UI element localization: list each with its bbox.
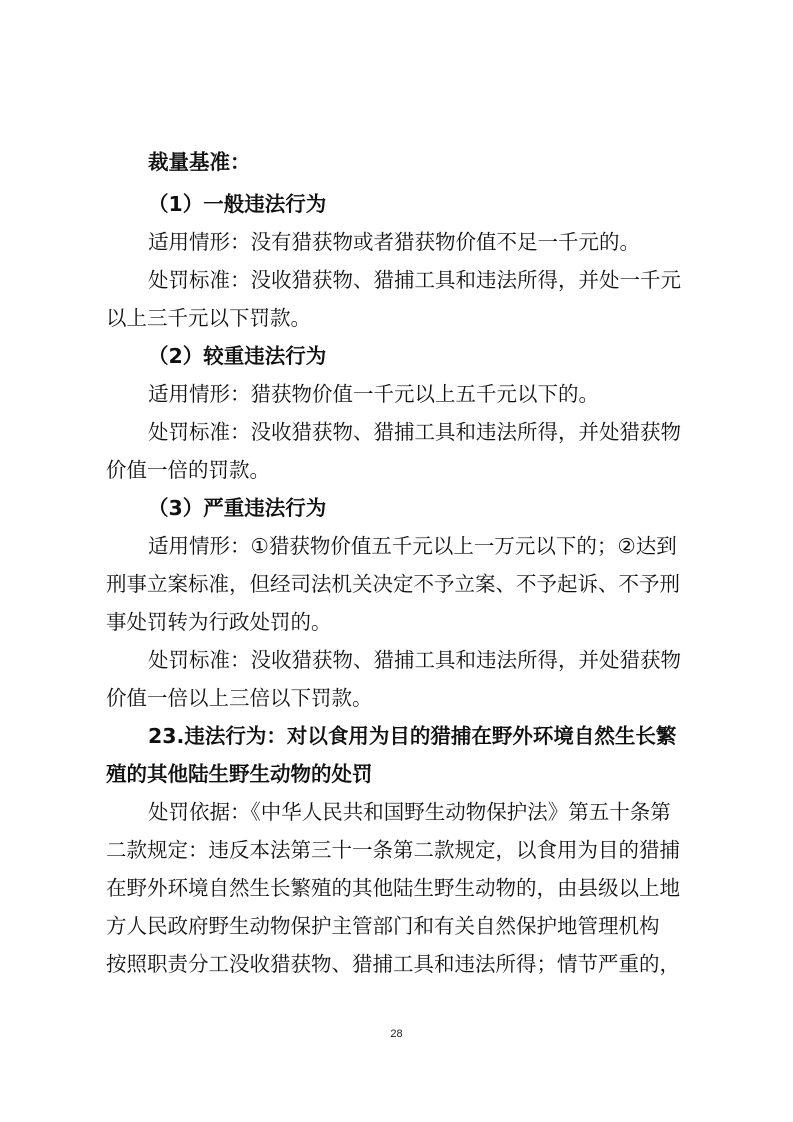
paragraph-line: 处罚标准：没收猎获物、猎捕工具和违法所得，并处一千元 bbox=[148, 268, 681, 292]
paragraph-line: 事处罚转为行政处罚的。 bbox=[106, 610, 332, 634]
paragraph-line: 以上三千元以下罚款。 bbox=[106, 306, 311, 330]
section-heading-23: 23.违法行为：对以食用为目的猎捕在野外环境自然生长繁 bbox=[148, 724, 677, 748]
paragraph-line: 价值一倍的罚款。 bbox=[106, 458, 270, 482]
heading-severe-violation: （3）严重违法行为 bbox=[148, 496, 327, 520]
page-number: 28 bbox=[390, 1028, 403, 1040]
paragraph-line: 适用情形：没有猎获物或者猎获物价值不足一千元的。 bbox=[148, 230, 640, 254]
paragraph-line: 方人民政府野生动物保护主管部门和有关自然保护地管理机构 bbox=[106, 914, 660, 938]
heading-general-violation: （1）一般违法行为 bbox=[148, 192, 327, 216]
paragraph-line: 适用情形：猎获物价值一千元以上五千元以下的。 bbox=[148, 382, 599, 406]
section-heading-23-continued: 殖的其他陆生野生动物的处罚 bbox=[106, 762, 373, 786]
heading-serious-violation: （2）较重违法行为 bbox=[148, 344, 327, 368]
paragraph-line: 适用情形：①猎获物价值五千元以上一万元以下的；②达到 bbox=[148, 534, 677, 558]
paragraph-line: 在野外环境自然生长繁殖的其他陆生野生动物的，由县级以上地 bbox=[106, 876, 680, 900]
paragraph-line: 处罚标准：没收猎获物、猎捕工具和违法所得，并处猎获物 bbox=[148, 648, 681, 672]
heading-discretion-standard: 裁量基准： bbox=[148, 150, 251, 174]
paragraph-line: 价值一倍以上三倍以下罚款。 bbox=[106, 686, 373, 710]
paragraph-line: 按照职责分工没收猎获物、猎捕工具和违法所得；情节严重的， bbox=[106, 952, 680, 976]
paragraph-line: 刑事立案标准，但经司法机关决定不予立案、不予起诉、不予刑 bbox=[106, 572, 680, 596]
paragraph-line: 二款规定：违反本法第三十一条第二款规定，以食用为目的猎捕 bbox=[106, 838, 680, 862]
paragraph-line: 处罚依据：《中华人民共和国野生动物保护法》第五十条第 bbox=[148, 800, 671, 824]
paragraph-line: 处罚标准：没收猎获物、猎捕工具和违法所得，并处猎获物 bbox=[148, 420, 681, 444]
